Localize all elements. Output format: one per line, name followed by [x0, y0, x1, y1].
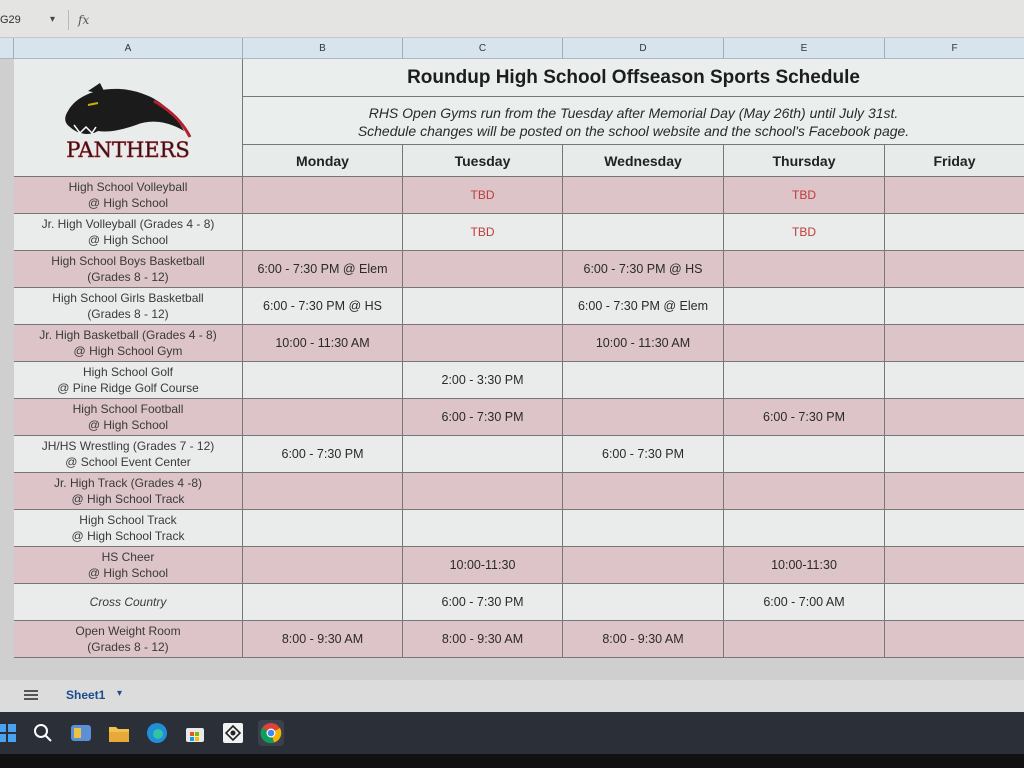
table-row [14, 177, 1024, 214]
edge-browser-icon[interactable] [144, 720, 170, 746]
day-header-tuesday[interactable]: Tuesday [403, 145, 563, 177]
wednesday-cell[interactable] [563, 399, 724, 435]
name-box[interactable]: G29 [0, 14, 21, 26]
sport-cell[interactable]: HS Cheer @ High School [14, 547, 243, 583]
thursday-cell[interactable] [724, 510, 885, 546]
monday-cell[interactable]: 8:00 - 9:30 AM [243, 621, 403, 657]
tuesday-cell[interactable]: 6:00 - 7:30 PM [403, 584, 563, 620]
table-row [14, 436, 1024, 473]
wednesday-cell[interactable] [563, 177, 724, 213]
monday-cell[interactable]: 6:00 - 7:30 PM [243, 436, 403, 472]
friday-cell[interactable] [885, 251, 1024, 287]
tuesday-cell[interactable] [403, 473, 563, 509]
schedule-title[interactable]: Roundup High School Offseason Sports Schedule [243, 59, 1024, 97]
sport-cell[interactable]: Jr. High Track (Grades 4 -8) @ High School Track [14, 473, 243, 509]
column-header-d[interactable]: D [563, 38, 724, 59]
wednesday-cell[interactable] [563, 510, 724, 546]
column-header-e[interactable]: E [724, 38, 885, 59]
wednesday-cell[interactable] [563, 362, 724, 398]
friday-cell[interactable] [885, 399, 1024, 435]
formula-bar [0, 0, 1024, 38]
friday-cell[interactable] [885, 473, 1024, 509]
name-box-dropdown-icon[interactable]: ▾ [50, 14, 56, 25]
tuesday-cell[interactable] [403, 288, 563, 324]
monday-cell[interactable] [243, 177, 403, 213]
column-headers [0, 38, 1024, 59]
sheet-tabs-bar [0, 680, 1024, 712]
sport-cell[interactable]: High School Girls Basketball (Grades 8 - 12) [14, 288, 243, 324]
monday-cell[interactable] [243, 214, 403, 250]
thursday-cell[interactable]: 10:00-11:30 [724, 547, 885, 583]
schedule-sheet [14, 59, 1024, 659]
monday-cell[interactable]: 10:00 - 11:30 AM [243, 325, 403, 361]
monday-cell[interactable] [243, 547, 403, 583]
monday-cell[interactable] [243, 399, 403, 435]
thursday-cell[interactable]: 6:00 - 7:30 PM [724, 399, 885, 435]
friday-cell[interactable] [885, 362, 1024, 398]
sport-cell[interactable]: High School Track @ High School Track [14, 510, 243, 546]
sheet-tab-sheet1[interactable]: Sheet1 [66, 688, 106, 702]
wednesday-cell[interactable]: 6:00 - 7:30 PM @ Elem [563, 288, 724, 324]
friday-cell[interactable] [885, 214, 1024, 250]
column-header-b[interactable]: B [243, 38, 403, 59]
friday-cell[interactable] [885, 621, 1024, 657]
thursday-cell[interactable] [724, 362, 885, 398]
taskbar [0, 712, 1024, 754]
panthers-logo [58, 81, 198, 167]
friday-cell[interactable] [885, 325, 1024, 361]
wednesday-cell[interactable] [563, 584, 724, 620]
thursday-cell[interactable]: TBD [724, 177, 885, 213]
friday-cell[interactable] [885, 584, 1024, 620]
monday-cell[interactable]: 6:00 - 7:30 PM @ HS [243, 288, 403, 324]
thursday-cell[interactable] [724, 436, 885, 472]
tuesday-cell[interactable]: TBD [403, 214, 563, 250]
table-row [14, 473, 1024, 510]
table-row [14, 251, 1024, 288]
thursday-cell[interactable] [724, 251, 885, 287]
all-sheets-menu-icon[interactable] [24, 690, 38, 700]
tuesday-cell[interactable]: 6:00 - 7:30 PM [403, 399, 563, 435]
friday-cell[interactable] [885, 547, 1024, 583]
monday-cell[interactable] [243, 473, 403, 509]
thursday-cell[interactable] [724, 325, 885, 361]
note-line-2: Schedule changes will be posted on the school website and the school's Facebook page. [357, 123, 910, 139]
day-header-thursday[interactable]: Thursday [724, 145, 885, 177]
sport-cell[interactable]: Jr. High Basketball (Grades 4 - 8) @ High School Gym [14, 325, 243, 361]
table-row [14, 547, 1024, 584]
monday-cell[interactable]: 6:00 - 7:30 PM @ Elem [243, 251, 403, 287]
friday-cell[interactable] [885, 510, 1024, 546]
wednesday-cell[interactable] [563, 547, 724, 583]
function-icon[interactable]: fx [78, 13, 90, 27]
table-row [14, 362, 1024, 399]
tuesday-cell[interactable]: TBD [403, 177, 563, 213]
schedule-note[interactable] [243, 97, 1024, 145]
column-header-c[interactable]: C [403, 38, 563, 59]
thursday-cell[interactable]: 6:00 - 7:00 AM [724, 584, 885, 620]
store-icon[interactable] [182, 720, 208, 746]
sport-cell[interactable]: Cross Country [14, 584, 243, 620]
wednesday-cell[interactable]: 6:00 - 7:30 PM @ HS [563, 251, 724, 287]
thursday-cell[interactable] [724, 473, 885, 509]
wednesday-cell[interactable]: 10:00 - 11:30 AM [563, 325, 724, 361]
tuesday-cell[interactable] [403, 436, 563, 472]
sport-cell[interactable]: High School Football @ High School [14, 399, 243, 435]
sport-cell[interactable]: High School Volleyball @ High School [14, 177, 243, 213]
monday-cell[interactable] [243, 584, 403, 620]
table-row [14, 584, 1024, 621]
wednesday-cell[interactable] [563, 473, 724, 509]
screen-bezel [0, 754, 1024, 768]
table-row [14, 399, 1024, 436]
monday-cell[interactable] [243, 362, 403, 398]
sport-cell[interactable]: Open Weight Room (Grades 8 - 12) [14, 621, 243, 657]
search-icon[interactable] [30, 720, 56, 746]
tuesday-cell[interactable] [403, 325, 563, 361]
tuesday-cell[interactable]: 2:00 - 3:30 PM [403, 362, 563, 398]
wednesday-cell[interactable] [563, 214, 724, 250]
table-row [14, 288, 1024, 325]
tuesday-cell[interactable]: 10:00-11:30 [403, 547, 563, 583]
thursday-cell[interactable] [724, 621, 885, 657]
day-header-friday[interactable]: Friday [885, 145, 1024, 177]
sport-cell[interactable]: High School Boys Basketball (Grades 8 - 12) [14, 251, 243, 287]
tuesday-cell[interactable] [403, 510, 563, 546]
day-header-wednesday[interactable]: Wednesday [563, 145, 724, 177]
sport-cell[interactable]: JH/HS Wrestling (Grades 7 - 12) @ School Event Center [14, 436, 243, 472]
sport-cell[interactable]: High School Golf @ Pine Ridge Golf Course [14, 362, 243, 398]
table-row [14, 621, 1024, 658]
note-line-1: RHS Open Gyms run from the Tuesday after Memorial Day (May 26th) until July 31st. [368, 105, 899, 121]
day-header-monday[interactable]: Monday [243, 145, 403, 177]
table-row [14, 214, 1024, 251]
table-row [14, 325, 1024, 362]
friday-cell[interactable] [885, 436, 1024, 472]
monday-cell[interactable] [243, 510, 403, 546]
sport-cell[interactable]: Jr. High Volleyball (Grades 4 - 8) @ High School [14, 214, 243, 250]
windows-start-icon[interactable] [0, 720, 20, 746]
file-explorer-icon[interactable] [106, 720, 132, 746]
friday-cell[interactable] [885, 177, 1024, 213]
app-icon[interactable] [220, 720, 246, 746]
tuesday-cell[interactable] [403, 251, 563, 287]
logo-cell[interactable] [14, 59, 243, 177]
friday-cell[interactable] [885, 288, 1024, 324]
column-header-f[interactable]: F [951, 43, 958, 54]
sheet-tab-caret-icon[interactable]: ▾ [117, 688, 123, 699]
thursday-cell[interactable] [724, 288, 885, 324]
wednesday-cell[interactable]: 6:00 - 7:30 PM [563, 436, 724, 472]
thursday-cell[interactable]: TBD [724, 214, 885, 250]
table-row [14, 510, 1024, 547]
tuesday-cell[interactable]: 8:00 - 9:30 AM [403, 621, 563, 657]
chrome-icon[interactable] [258, 720, 284, 746]
widgets-icon[interactable] [68, 720, 94, 746]
select-all-corner[interactable] [0, 38, 14, 59]
formula-separator [68, 10, 69, 30]
wednesday-cell[interactable]: 8:00 - 9:30 AM [563, 621, 724, 657]
column-header-a[interactable]: A [14, 38, 243, 59]
logo-wordmark: PANTHERS [66, 138, 190, 162]
